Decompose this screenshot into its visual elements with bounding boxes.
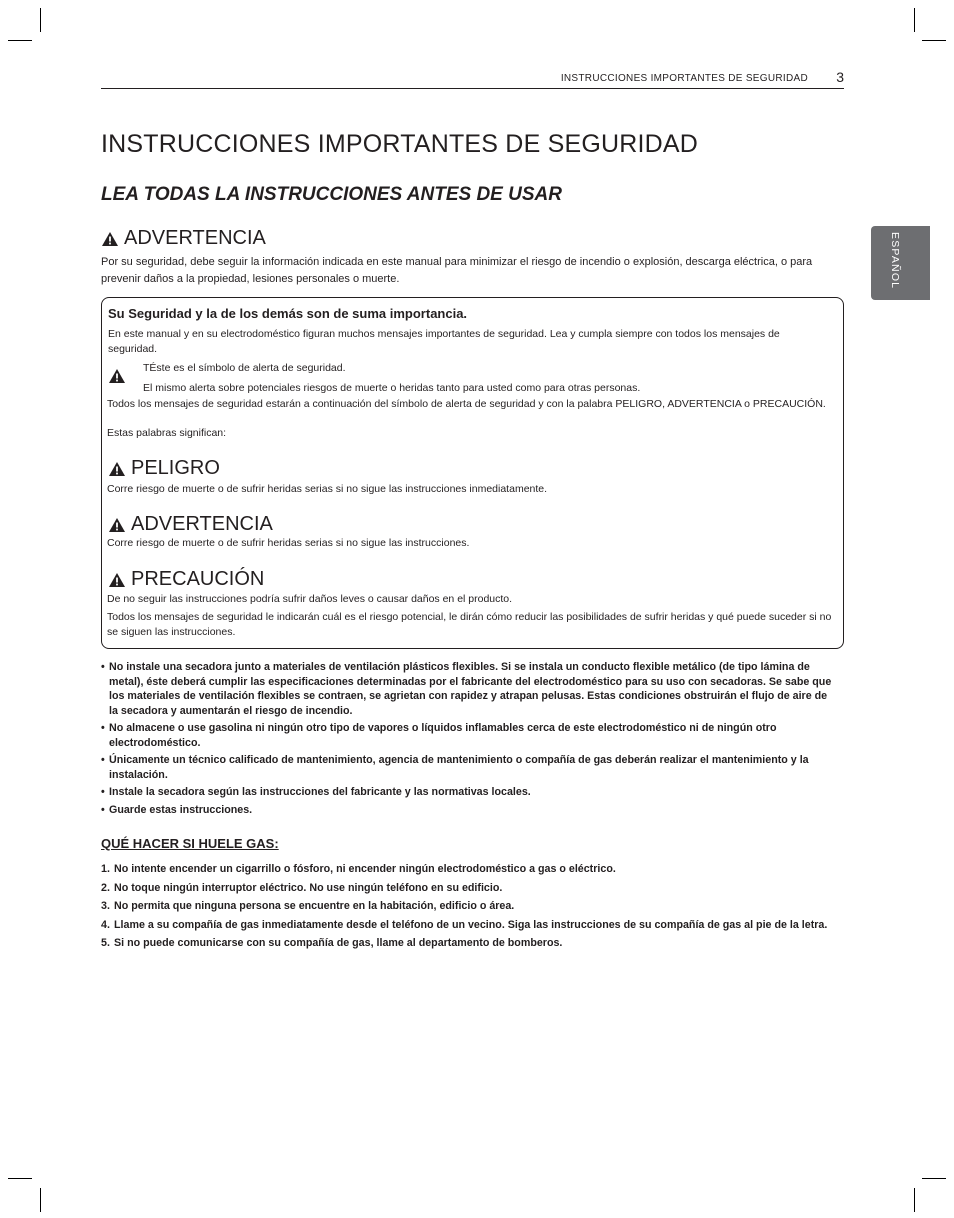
page-number: 3 — [836, 69, 844, 85]
safety-bullet-list — [101, 660, 836, 820]
bullet-text: Únicamente un técnico calificado de mantenimiento, agencia de mantenimiento o compañía de gas deberán realizar el mantenimiento y la instalación. — [109, 754, 809, 781]
crop-mark — [914, 8, 915, 32]
bullet-text: No instale una secadora junto a materiales de ventilación plásticos flexibles. Si se instala un conducto flexible metálico (de tipo lámina de metal), éste deberá cumplir las especificaciones determinadas por el fabricante del electrodoméstico para su uso con secadoras. Se sabe que los materiales de ventilación flexibles se contraen, se agrietan con rapidez y atrapan pelusas. Estas condiciones obstruirán el flujo de aire de la secadora y aumentarán el riesgo de incendio. — [109, 661, 832, 717]
bullet-mark: • — [101, 661, 105, 673]
caution-text: De no seguir las instrucciones podría sufrir daños leves o causar daños en el producto. — [107, 593, 513, 605]
step-number: 4. — [101, 918, 110, 931]
warning-triangle-icon — [108, 517, 126, 533]
caution-heading-text: PRECAUCIÓN — [131, 568, 265, 590]
step-text: Si no puede comunicarse con su compañía de gas, llame al departamento de bomberos. — [114, 937, 563, 949]
list-item — [101, 721, 836, 750]
crop-mark — [922, 1178, 946, 1179]
gas-section-heading: QUÉ HACER SI HUELE GAS: — [101, 836, 279, 851]
bullet-text: Instale la secadora según las instrucciones del fabricante y las normativas locales. — [109, 786, 531, 798]
list-item — [101, 803, 836, 818]
symbol-meaning: El mismo alerta sobre potenciales riesgos de muerte o heridas tanto para usted como para otras personas. — [143, 382, 641, 394]
warning-triangle-icon — [101, 231, 119, 247]
gas-steps-list — [101, 862, 846, 955]
signal-words-text: Todos los mensajes de seguridad estarán a continuación del símbolo de alerta de seguridad y con la palabra PELIGRO, ADVERTENCIA o PRECAUCIÓN. — [107, 398, 826, 410]
bullet-text: Guarde estas instrucciones. — [109, 803, 253, 816]
warning-heading — [101, 227, 266, 250]
running-header — [101, 70, 844, 89]
meaning-text: Estas palabras significan: — [107, 427, 227, 439]
list-item — [101, 862, 846, 877]
language-tab-label: ESPAÑOL — [889, 232, 901, 290]
list-item — [101, 899, 846, 914]
safety-box-closing: Todos los mensajes de seguridad le indicarán cuál es el riesgo potencial, le dirán cómo reducir las posibilidades de sufrir heridas y qué puede suceder si no se siguen las instrucciones. — [107, 611, 832, 638]
warning-level-heading-text: ADVERTENCIA — [131, 513, 273, 535]
symbol-description: TÉste es el símbolo de alerta de seguridad. — [143, 362, 346, 374]
safety-message-box — [101, 297, 844, 649]
crop-mark — [40, 8, 41, 32]
crop-mark — [40, 1188, 41, 1212]
list-item — [101, 881, 846, 896]
list-item — [101, 936, 846, 951]
bullet-text: No almacene o use gasolina ni ningún otro tipo de vapores o líquidos inflamables cerca de este electrodoméstico ni de ningún otro electrodoméstico. — [109, 722, 777, 749]
warning-intro-text: Por su seguridad, debe seguir la información indicada en este manual para minimizar el riesgo de incendio o explosión, descarga eléctrica, o para prevenir daños a la propiedad, lesiones personales o muerte. — [101, 256, 813, 285]
step-text: No permita que ninguna persona se encuentre en la habitación, edificio o área. — [114, 900, 515, 912]
warning-triangle-icon — [108, 572, 126, 588]
page-subtitle: LEA TODAS LA INSTRUCCIONES ANTES DE USAR — [101, 184, 562, 205]
safety-alert-symbol-icon — [108, 368, 126, 384]
step-number: 1. — [101, 863, 110, 875]
crop-mark — [8, 1178, 32, 1179]
bullet-mark: • — [101, 786, 105, 798]
safety-box-heading: Su Seguridad y la de los demás son de suma importancia. — [108, 306, 468, 321]
step-number: 5. — [101, 937, 110, 949]
danger-heading — [108, 457, 220, 480]
warning-triangle-icon — [108, 461, 126, 477]
warning-heading-text: ADVERTENCIA — [124, 227, 266, 249]
step-text: No toque ningún interruptor eléctrico. No use ningún teléfono en su edificio. — [114, 881, 503, 894]
step-text: Llame a su compañía de gas inmediatamente desde el teléfono de un vecino. Siga las instrucciones de su compañía de gas al pie de la letra. — [114, 918, 828, 931]
warning-level-text: Corre riesgo de muerte o de sufrir heridas serias si no sigue las instrucciones. — [107, 537, 470, 549]
step-text: No intente encender un cigarrillo o fósforo, ni encender ningún electrodoméstico a gas o eléctrico. — [114, 863, 616, 875]
danger-heading-text: PELIGRO — [131, 457, 220, 479]
step-number: 3. — [101, 900, 110, 912]
safety-box-intro: En este manual y en su electrodoméstico figuran muchos mensajes importantes de seguridad. Lea y cumpla siempre con todos los mensajes de seguridad. — [108, 328, 780, 355]
crop-mark — [8, 40, 32, 41]
page-title: INSTRUCCIONES IMPORTANTES DE SEGURIDAD — [101, 130, 699, 158]
bullet-mark: • — [101, 754, 105, 766]
language-tab — [871, 226, 930, 300]
running-title: INSTRUCCIONES IMPORTANTES DE SEGURIDAD — [560, 73, 808, 84]
list-item — [101, 753, 836, 782]
list-item — [101, 660, 836, 718]
bullet-mark: • — [101, 803, 105, 816]
crop-mark — [922, 40, 946, 41]
warning-level-heading — [108, 513, 273, 536]
danger-text: Corre riesgo de muerte o de sufrir heridas serias si no sigue las instrucciones inmediatamente. — [107, 483, 548, 495]
list-item — [101, 918, 846, 933]
list-item — [101, 785, 836, 800]
step-number: 2. — [101, 881, 110, 894]
caution-heading — [108, 568, 264, 591]
crop-mark — [914, 1188, 915, 1212]
bullet-mark: • — [101, 722, 105, 734]
